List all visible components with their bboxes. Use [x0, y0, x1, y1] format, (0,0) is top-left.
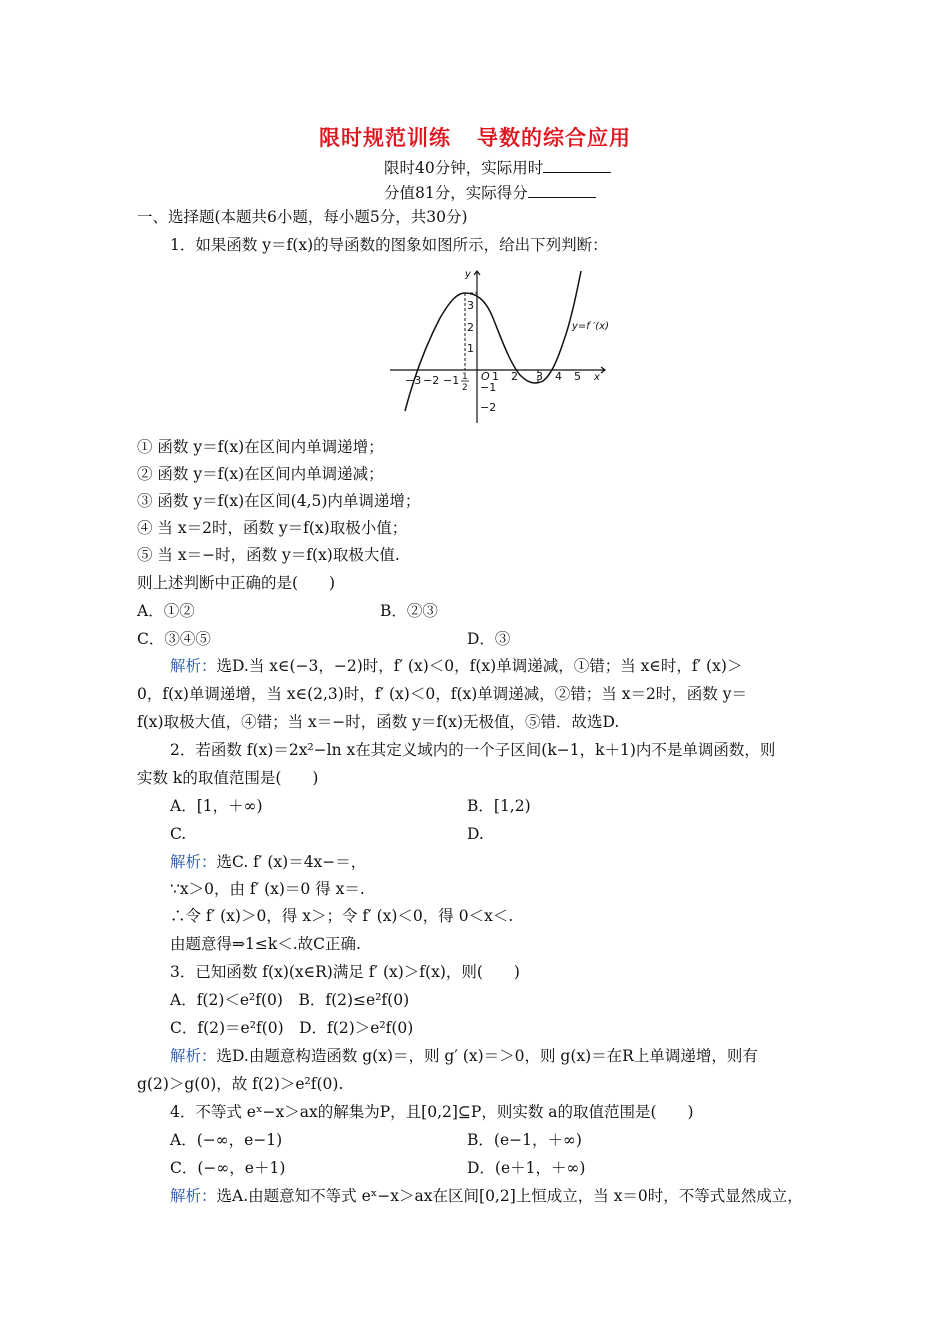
- q2-option-a: A．[1，＋∞): [170, 797, 263, 815]
- q2-solution-2: ∵x＞0，由 f′ (x)＝0 得 x＝.: [170, 880, 365, 898]
- q2-option-c: C.: [170, 825, 187, 843]
- solution-label: 解析：: [170, 1187, 217, 1205]
- q2-stem-1: 2．若函数 f(x)＝2x²−ln x在其定义域内的一个子区间(k−1，k＋1)内不是单调函数，则: [170, 741, 776, 759]
- y-axis-label: y: [465, 269, 471, 280]
- solution-label: 解析：: [170, 657, 217, 675]
- title-part1: 限时规范训练: [319, 126, 451, 150]
- tick-x-2: 2: [511, 370, 518, 383]
- q1-item-5: ⑤ 当 x＝−时，函数 y＝f(x)取极大值.: [137, 546, 400, 564]
- solution-label: 解析：: [170, 1047, 217, 1065]
- q2-solution-4: 由题意得⇒1≤k＜.故C正确.: [170, 935, 361, 953]
- title-part2: 导数的综合应用: [477, 126, 631, 150]
- q1-solution-2: 0，f(x)单调递增，当 x∈(2,3)时，f′ (x)＜0，f(x)单调递减，②错；当 x＝2时，函数 y＝: [137, 685, 747, 703]
- tick-x-neg3: −3: [405, 374, 422, 387]
- q1-stem: 1．如果函数 y＝f(x)的导函数的图象如图所示，给出下列判断：: [170, 236, 608, 254]
- tick-x-1: 1: [492, 370, 499, 383]
- tick-x-5: 5: [574, 370, 581, 383]
- q2-stem-2: 实数 k的取值范围是( ): [137, 769, 319, 787]
- q1-ask: 则上述判断中正确的是( ): [137, 574, 336, 592]
- tick-y-neg2: −2: [480, 401, 497, 414]
- origin-label: O: [481, 370, 490, 383]
- q3-solution-2: g(2)＞g(0)，故 f(2)＞e²f(0).: [137, 1075, 344, 1093]
- page-title: [0, 122, 950, 152]
- q4-stem: 4．不等式 eˣ−x＞ax的解集为P，且[0,2]⊆P，则实数 a的取值范围是( ): [170, 1103, 694, 1121]
- tick-x-neg1: −1: [443, 374, 460, 387]
- curve-label: y=f ′(x): [572, 321, 609, 332]
- tick-x-neg2: −2: [423, 374, 440, 387]
- q1-item-1: ① 函数 y＝f(x)在区间内单调递增；: [137, 438, 384, 456]
- q3-options-cd: C．f(2)＝e²f(0) D．f(2)＞e²f(0): [170, 1019, 414, 1037]
- tick-half-bot: 2: [462, 383, 468, 393]
- q2-option-b: B．[1,2): [467, 797, 531, 815]
- q3-options-ab: A．f(2)＜e²f(0) B．f(2)≤e²f(0): [170, 991, 410, 1009]
- q4-option-a: A．(−∞，e−1): [170, 1131, 283, 1149]
- score-blank: [528, 183, 596, 198]
- q2-solution-3: ∴令 f′ (x)＞0，得 x＞；令 f′ (x)＜0，得 0＜x＜.: [170, 907, 514, 925]
- q1-item-4: ④ 当 x＝2时，函数 y＝f(x)取极小值；: [137, 519, 408, 537]
- q1-item-2: ② 函数 y＝f(x)在区间内单调递减；: [137, 465, 384, 483]
- solution-label: 解析：: [170, 853, 217, 871]
- score-line: 分值81分，实际得分: [384, 183, 596, 203]
- q4-option-d: D．(e＋1，＋∞): [467, 1159, 586, 1177]
- tick-half-top: 1: [462, 372, 468, 382]
- section-heading: 一、选择题(本题共6小题，每小题5分，共30分): [137, 208, 468, 226]
- q2-solution-1: 解析：选C. f′ (x)＝4x−＝，: [170, 853, 367, 871]
- q3-solution-1: 解析：选D.由题意构造函数 g(x)＝，则 g′ (x)＝＞0，则 g(x)＝在R上单调递增，则有: [170, 1047, 758, 1065]
- x-axis-label: x: [594, 372, 600, 383]
- tick-y-3: 3: [467, 299, 474, 312]
- tick-y-1: 1: [467, 342, 474, 355]
- q4-option-b: B．(e−1，＋∞): [467, 1131, 582, 1149]
- q3-stem: 3．已知函数 f(x)(x∈R)满足 f′ (x)＞f(x)，则( ): [170, 963, 520, 981]
- q1-option-c: C．③④⑤: [137, 630, 211, 648]
- derivative-graph: [385, 263, 615, 428]
- tick-x-4: 4: [555, 370, 562, 383]
- q1-option-a: A．①②: [137, 602, 195, 620]
- tick-y-2: 2: [467, 321, 474, 334]
- q1-option-b: B．②③: [380, 602, 438, 620]
- q1-solution-1: 解析：选D.当 x∈(−3，−2)时，f′ (x)＜0，f(x)单调递减，①错；当 x∈时，f′ (x)＞: [170, 657, 743, 675]
- tick-y-neg1: −1: [480, 381, 497, 394]
- q1-option-d: D．③: [467, 630, 511, 648]
- q4-option-c: C．(−∞，e＋1): [170, 1159, 286, 1177]
- q2-option-d: D.: [467, 825, 484, 843]
- time-blank: [543, 158, 611, 173]
- tick-x-3: 3: [536, 370, 543, 383]
- q1-item-3: ③ 函数 y＝f(x)在区间(4,5)内单调递增；: [137, 492, 421, 510]
- time-line: 限时40分钟，实际用时: [384, 158, 611, 178]
- q4-solution-1: 解析：选A.由题意知不等式 eˣ−x＞ax在区间[0,2]上恒成立，当 x＝0时，不等式显然成立，: [170, 1187, 803, 1205]
- q1-solution-3: f(x)取极大值，④错；当 x＝−时，函数 y＝f(x)无极值，⑤错．故选D.: [137, 713, 620, 731]
